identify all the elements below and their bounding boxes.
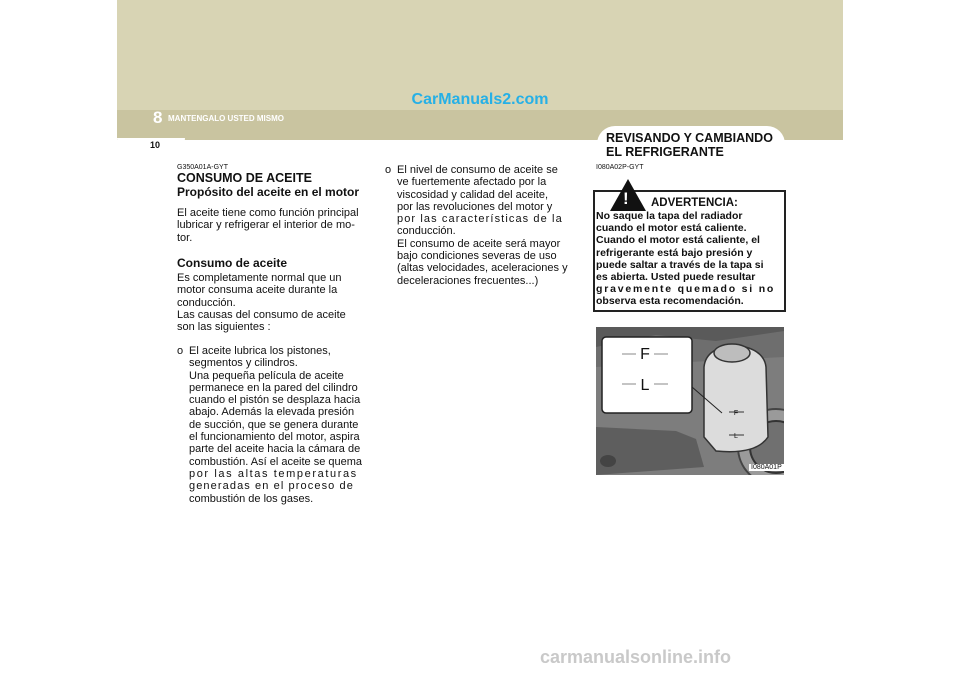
- text-line: permanece en la pared del cilindro: [189, 381, 358, 394]
- bullet-mark: o: [177, 345, 184, 357]
- text-line: puede saltar a través de la tapa si: [596, 258, 764, 271]
- text-line: refrigerante está bajo presión y: [596, 246, 753, 259]
- text-line: observa esta recomendación.: [596, 295, 744, 308]
- text-line: No saque la tapa del radiador: [596, 210, 743, 222]
- text-line: El consumo de aceite será mayor: [397, 237, 561, 250]
- text-line: abajo. Además la elevada presión: [189, 406, 355, 419]
- text-line: son las siguientes :: [177, 321, 271, 334]
- text-line: por las características de la: [397, 213, 563, 226]
- text-line: bajo condiciones severas de uso: [397, 250, 557, 263]
- text-line: lubricar y refrigerar el interior de mo-: [177, 219, 355, 232]
- text-line: generadas en el proceso de: [189, 480, 354, 493]
- text-line: Las causas del consumo de aceite: [177, 308, 346, 321]
- left-subtitle: Propósito del aceite en el motor: [177, 185, 360, 199]
- text-line: cuando el motor está caliente.: [596, 222, 747, 235]
- text-line: el funcionamiento del motor, aspira: [189, 431, 360, 444]
- text-line: viscosidad y calidad del aceite,: [397, 188, 549, 201]
- text-line: El aceite lubrica los pistones,: [189, 345, 331, 357]
- full-level-label: F: [640, 346, 650, 363]
- small-full-label: F: [733, 410, 739, 417]
- text-line: Una pequeña película de aceite: [189, 369, 344, 382]
- left-subheading: Consumo de aceite: [177, 256, 288, 270]
- engine-bay-illustration: [596, 327, 784, 475]
- site-title[interactable]: CarManuals2.com: [411, 91, 549, 108]
- left-intro: [177, 207, 363, 244]
- left-code: G350A01A-GYT: [177, 164, 228, 171]
- text-line: deceleraciones frecuentes...): [397, 274, 539, 287]
- text-line: combustión de los gases.: [189, 492, 314, 505]
- text-line: El aceite tiene como función principal: [177, 207, 359, 219]
- text-line: gravemente quemado si no: [596, 283, 776, 296]
- text-line: (altas velocidades, aceleraciones y: [397, 262, 568, 275]
- section-name: MANTENGALO USTED MISMO: [168, 114, 284, 123]
- right-heading-line: REVISANDO Y CAMBIANDO: [606, 131, 773, 145]
- warning-exclamation: !: [623, 189, 629, 208]
- bullet-mark: o: [385, 164, 392, 176]
- text-line: combustión. Así el aceite se quema: [189, 455, 363, 468]
- left-body: [177, 272, 363, 333]
- right-heading: [606, 131, 773, 159]
- text-line: tor.: [177, 231, 193, 244]
- text-line: conducción.: [177, 296, 236, 309]
- text-line: es abierta. Usted puede resultar: [596, 271, 756, 284]
- text-line: Cuando el motor está caliente, el: [596, 234, 760, 247]
- text-line: motor consuma aceite durante la: [177, 284, 338, 297]
- page-number: 10: [150, 140, 161, 150]
- text-line: por las altas temperaturas: [189, 467, 358, 480]
- text-line: segmentos y cilindros.: [189, 357, 298, 370]
- text-line: ve fuertemente afectado por la: [397, 176, 547, 189]
- section-number: 8: [153, 108, 163, 127]
- text-line: de succión, que se genera durante: [189, 418, 359, 431]
- text-line: cuando el pistón se desplaza hacia: [189, 394, 361, 407]
- text-line: El nivel de consumo de aceite se: [397, 164, 558, 176]
- text-line: parte del aceite hacia la cámara de: [189, 443, 361, 456]
- figure-code: I080A01P: [751, 464, 782, 471]
- text-line: por las revoluciones del motor y: [397, 200, 553, 213]
- right-code: I080A02P-GYT: [596, 164, 644, 171]
- small-low-label: L: [734, 433, 738, 440]
- text-line: conducción.: [397, 225, 456, 238]
- low-level-label: L: [640, 377, 650, 394]
- left-title: CONSUMO DE ACEITE: [177, 171, 312, 185]
- right-heading-line: EL REFRIGERANTE: [606, 145, 724, 159]
- footer-watermark[interactable]: carmanualsonline.info: [540, 647, 732, 667]
- coolant-reservoir-photo: [596, 327, 784, 475]
- text-line: Es completamente normal que un: [177, 272, 342, 284]
- warning-text: [596, 210, 784, 308]
- warning-title: ADVERTENCIA:: [651, 197, 738, 209]
